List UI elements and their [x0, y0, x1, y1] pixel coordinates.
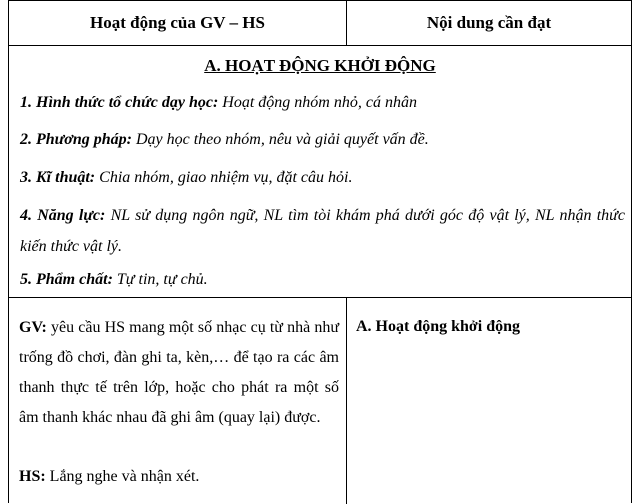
content-cell	[347, 298, 631, 504]
table-header-row	[9, 1, 631, 46]
section-title: A. HOẠT ĐỘNG KHỞI ĐỘNG	[204, 56, 436, 75]
student-instruction: HS: Lắng nghe và nhận xét.	[19, 468, 200, 485]
item-competence: 4. Năng lực: NL sử dụng ngôn ngữ, NL tìm tòi khám phá dưới góc độ vật lý, NL nhận thức kiến thức vật lý.	[20, 207, 625, 255]
item-method: 2. Phương pháp: Dạy học theo nhóm, nêu và giải quyết vấn đề.	[20, 131, 429, 148]
header-content: Nội dung cần đạt	[426, 13, 552, 32]
activity-row	[9, 298, 631, 504]
header-activity: Hoạt động của GV – HS	[9, 1, 347, 45]
activity-cell	[9, 298, 347, 504]
lesson-table	[8, 0, 632, 503]
item-organization: 1. Hình thức tổ chức dạy học: Hoạt động nhóm nhỏ, cá nhân	[20, 94, 417, 111]
item-technique: 3. Kĩ thuật: Chia nhóm, giao nhiệm vụ, đặt câu hỏi.	[20, 169, 353, 186]
content-title: A. Hoạt động khởi động	[356, 318, 521, 335]
section-row	[9, 46, 631, 298]
teacher-instruction: GV: yêu cầu HS mang một số nhạc cụ từ nhà như trống đồ chơi, đàn ghi ta, kèn,… để tạo ra các âm thanh thực tế trên lớp, hoặc cho phát ra một số âm thanh khác nhau đã ghi âm (quay lại) được.	[19, 319, 339, 426]
item-quality: 5. Phẩm chất: Tự tin, tự chủ.	[20, 271, 208, 288]
